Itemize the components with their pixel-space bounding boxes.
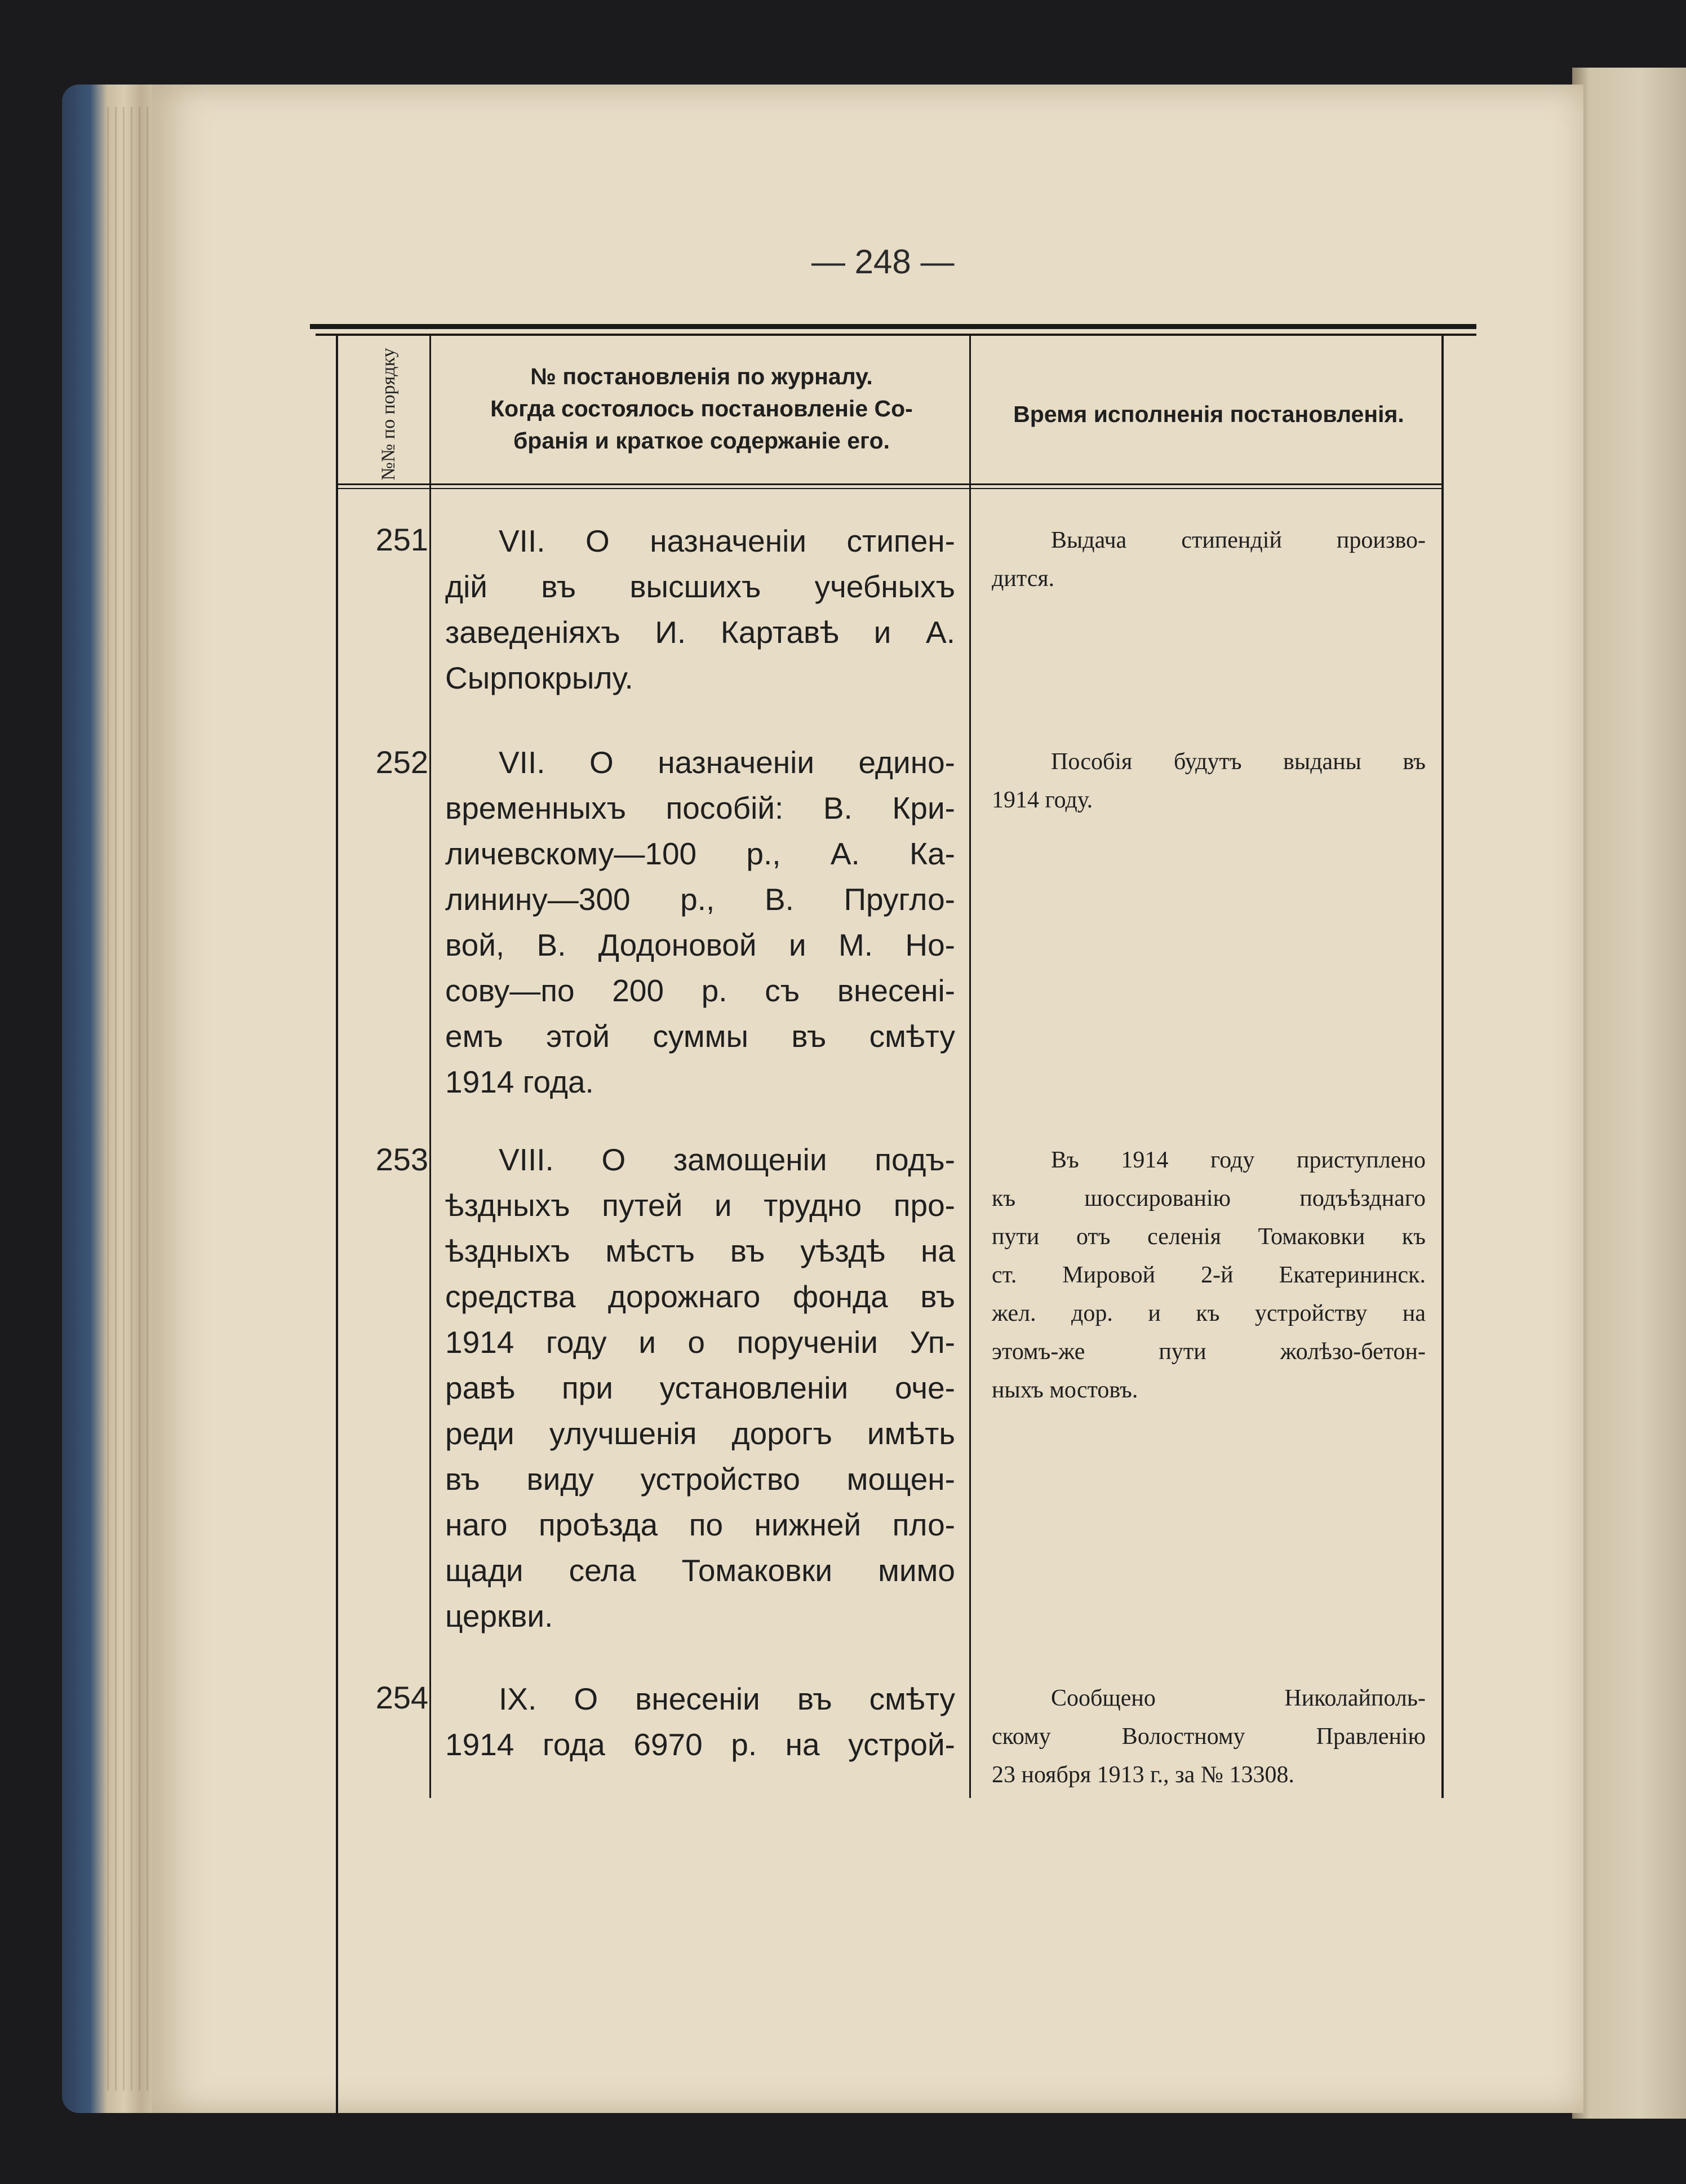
text-line: 1914 году. [992,787,1093,813]
text-line: скому Волостному Правленію [992,1724,1426,1750]
text-line: VII. О назначеніи едино- [499,745,955,780]
table-left-border [336,336,338,2184]
text-line: щади села Томаковки мимо [445,1553,955,1588]
row-resolution [445,740,955,1105]
table-top-rule [310,324,1476,329]
text-line: ѣздныхъ путей и трудно про- [445,1188,955,1223]
row-execution [992,743,1426,819]
row-execution [992,521,1426,598]
text-line: 1914 году и о порученіи Уп- [445,1325,955,1360]
text-line: Сообщено Николайполь- [1051,1685,1426,1711]
text-line: этомъ-же пути жолѣзо-бетон- [992,1339,1426,1365]
row-number: 254 [375,1680,428,1715]
table-top-rule-thin [316,334,1476,336]
text-line: 1914 года 6970 р. на устрой- [445,1727,955,1762]
text-line: VII. О назначеніи стипен- [499,523,955,558]
table-right-border [1441,336,1444,1798]
text-line: емъ этой суммы въ смѣту [445,1019,955,1054]
text-line: ст. Мировой 2-й Екатерининск. [992,1262,1426,1288]
row-resolution [445,1676,955,1768]
text-line: IX. О внесеніи въ смѣту [499,1681,955,1716]
header-execution: Время исполненія постановленія. [1013,401,1404,427]
row-resolution [445,518,955,701]
header-rule-thin [338,488,1443,489]
row-execution [992,1141,1426,1409]
text-line: дится. [992,566,1055,592]
text-line: личевскому—100 р., А. Ка- [445,836,955,871]
text-line: къ шоссированію подъѣзднаго [992,1186,1426,1211]
row-resolution [445,1137,955,1639]
column-divider-1 [429,336,431,1798]
row-execution [992,1679,1426,1794]
text-line: церкви. [445,1599,553,1633]
row-number: 251 [375,522,428,557]
page-number: — 248 — [811,243,955,281]
text-line: ныхъ мостовъ. [992,1377,1138,1403]
text-line: вой, В. Додоновой и М. Но- [445,927,955,962]
column-divider-2 [969,336,971,1798]
text-line: VIII. О замощеніи подъ- [499,1142,955,1177]
text-line: временныхъ пособій: В. Кри- [445,791,955,825]
text-line: средства дорожнаго фонда въ [445,1279,955,1314]
text-line: сову—по 200 р. съ внесені- [445,973,955,1008]
text-line: въ виду устройство мощен- [445,1462,955,1497]
text-line: наго проѣзда по нижней пло- [445,1507,955,1542]
text-line: пути отъ селенія Томаковки къ [992,1224,1426,1250]
text-line: Сырпокрылу. [445,660,633,695]
text-line: 23 ноября 1913 г., за № 13308. [992,1762,1294,1788]
text-line: жел. дор. и къ устройству на [992,1300,1426,1326]
text-line: равѣ при установленіи оче- [445,1370,955,1405]
row-number: 253 [375,1142,428,1177]
header-number-label: №№ по порядку [378,348,399,481]
text-line: Пособія будутъ выданы въ [1051,749,1426,775]
text-line: ѣздныхъ мѣстъ въ уѣздѣ на [445,1233,955,1268]
text-line: дій въ высшихъ учебныхъ [445,569,955,604]
header-number-column [348,347,429,482]
header-resolution-line: Когда состоялось постановленіе Со- [490,396,913,421]
row-number: 252 [375,744,428,780]
header-rule [338,483,1443,485]
header-resolution-line: № постановленія по журналу. [530,363,873,389]
text-line: Въ 1914 году приступлено [1051,1147,1426,1173]
text-line: заведеніяхъ И. Картавѣ и А. [445,615,955,650]
facing-page-edge [1572,68,1686,2119]
text-line: Выдача стипендій произво- [1051,527,1426,553]
text-line: реди улучшенія дорогъ имѣть [445,1416,955,1451]
text-line: 1914 года. [445,1064,594,1099]
header-resolution [440,361,964,457]
header-resolution-line: бранія и краткое содержаніе его. [513,428,890,454]
text-line: линину—300 р., В. Пругло- [445,882,955,917]
